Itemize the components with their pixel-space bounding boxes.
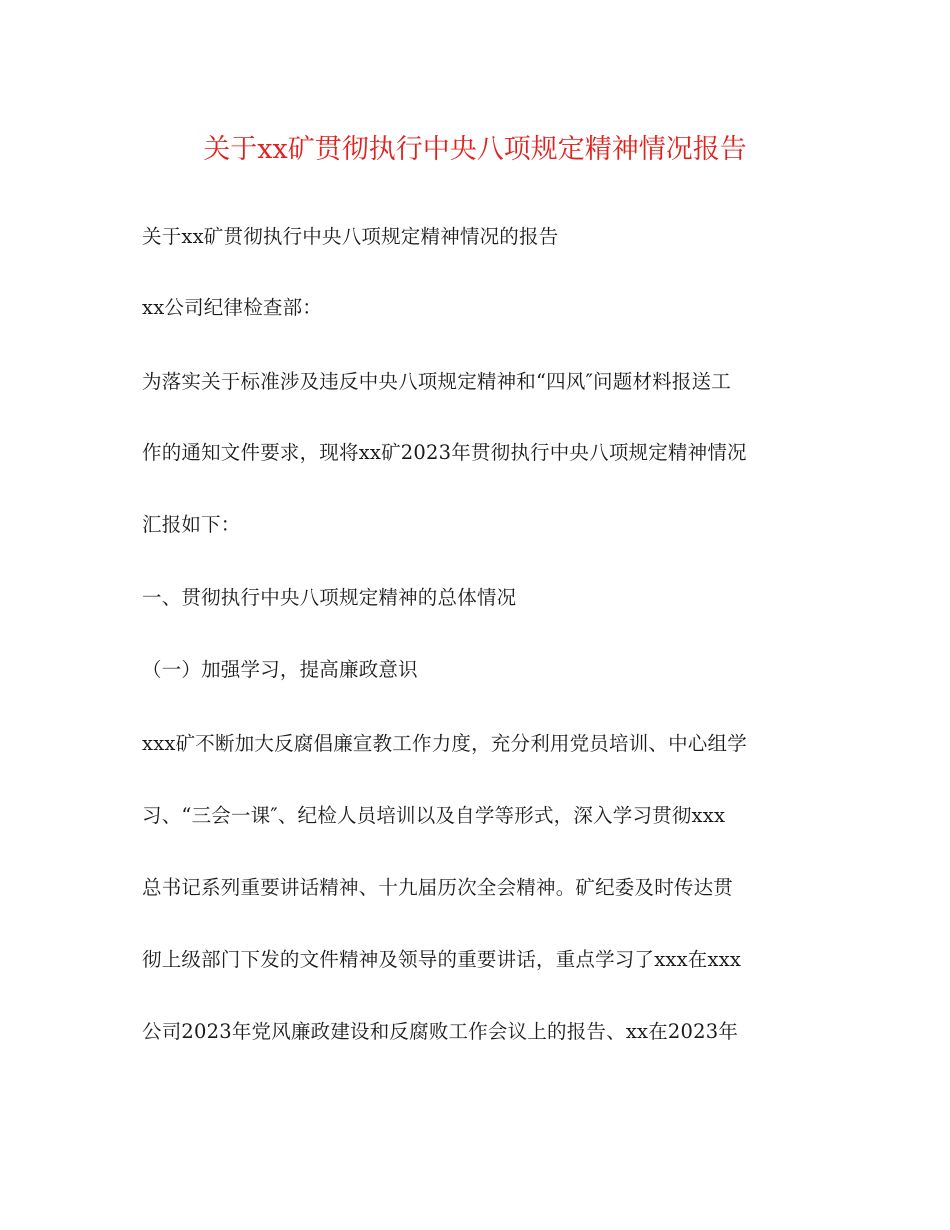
body-line: 彻上级部门下发的文件精神及领导的重要讲话，重点学习了xxx在xxx [142, 948, 742, 971]
document-title: 关于xx矿贯彻执行中央八项规定精神情况报告 [203, 134, 747, 165]
intro-line: 汇报如下： [142, 513, 241, 536]
addressee: xx公司纪律检查部： [142, 296, 322, 319]
intro-line: 作的通知文件要求，现将xx矿2023年贯彻执行中央八项规定精神情况 [142, 441, 747, 464]
body-line: xxx矿不断加大反腐倡廉宣教工作力度，充分利用党员培训、中心组学 [142, 732, 747, 755]
section-heading: 一、贯彻执行中央八项规定精神的总体情况 [142, 586, 517, 609]
body-line: 公司2023年党风廉政建设和反腐败工作会议上的报告、xx在2023年 [142, 1020, 739, 1043]
body-line: 总书记系列重要讲话精神、十九届历次全会精神。矿纪委及时传达贯 [142, 876, 734, 899]
subsection-heading: （一）加强学习，提高廉政意识 [142, 658, 418, 681]
report-subtitle: 关于xx矿贯彻执行中央八项规定精神情况的报告 [142, 225, 559, 248]
intro-line: 为落实关于标准涉及违反中央八项规定精神和“四风″问题材料报送工 [142, 370, 731, 393]
body-line: 习、“三会一课″、纪检人员培训以及自学等形式，深入学习贯彻xxx [142, 804, 726, 827]
